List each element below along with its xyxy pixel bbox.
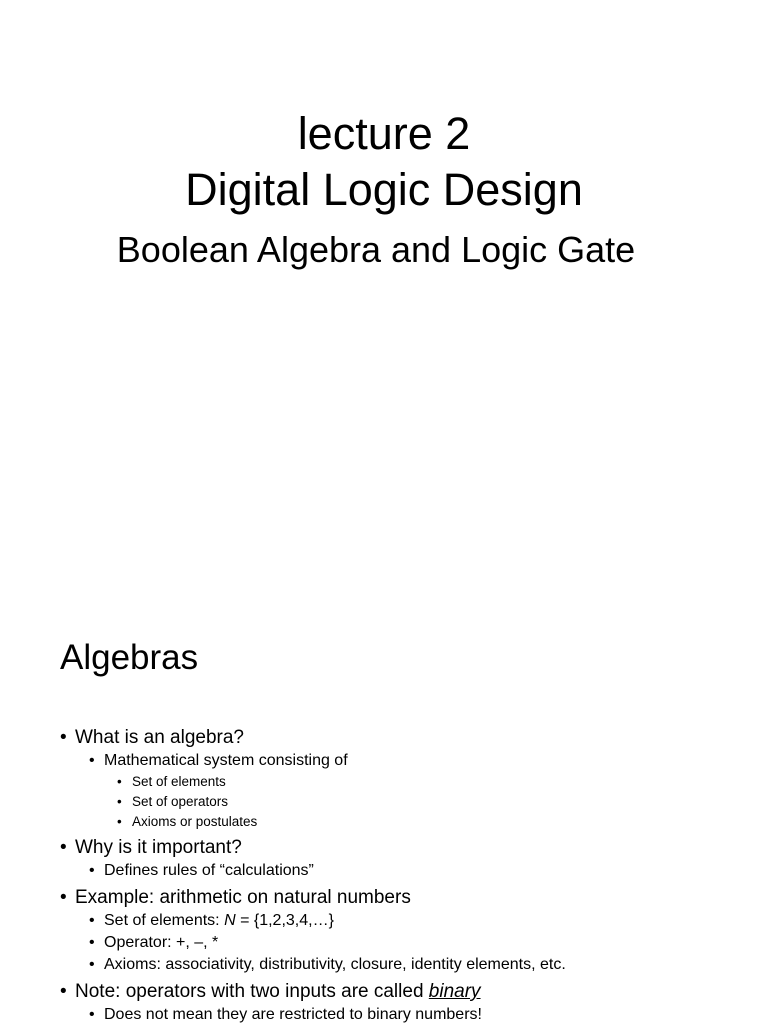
- bullet-text: Axioms or postulates: [132, 814, 258, 829]
- bullet-item: [60, 836, 760, 860]
- slide-subtitle: Boolean Algebra and Logic Gate: [116, 229, 636, 270]
- bullet-text-prefix: Set of elements:: [104, 912, 225, 929]
- sub-sub-bullet-item: [60, 772, 760, 792]
- bullet-icon: •: [89, 934, 95, 951]
- bullet-text-prefix: Note: operators with two inputs are called: [75, 981, 429, 1002]
- bullet-icon: •: [117, 814, 122, 829]
- bullet-icon: •: [60, 887, 67, 908]
- bullet-icon: •: [60, 837, 67, 858]
- bullet-icon: •: [89, 956, 95, 973]
- sub-bullet-item: [60, 750, 760, 772]
- sub-sub-bullet-item: [60, 792, 760, 812]
- bullet-item: [60, 980, 760, 1004]
- sub-bullet-item: [60, 1004, 760, 1024]
- bullet-item: [60, 726, 760, 750]
- bullet-text: Set of operators: [132, 794, 229, 809]
- bullet-icon: •: [117, 774, 122, 789]
- slide-title: Digital Logic Design: [185, 164, 583, 215]
- bullet-text: Defines rules of “calculations”: [104, 862, 314, 879]
- bullet-text: Does not mean they are restricted to binary numbers!: [104, 1006, 482, 1023]
- bullet-icon: •: [117, 794, 122, 809]
- binary-term: binary: [428, 981, 481, 1002]
- bullet-list: [60, 726, 760, 1024]
- bullet-text: Set of elements: [132, 774, 226, 789]
- bullet-text: Why is it important?: [75, 837, 242, 858]
- sub-bullet-item: [60, 932, 760, 954]
- set-symbol: N: [224, 912, 236, 929]
- bullet-icon: •: [89, 862, 95, 879]
- bullet-icon: •: [89, 1006, 95, 1023]
- sub-bullet-item: [60, 954, 760, 976]
- bullet-icon: •: [89, 912, 95, 929]
- bullet-item: [60, 886, 760, 910]
- bullet-text-suffix: = {1,2,3,4,…}: [235, 912, 334, 929]
- bullet-text: Operator: +, –, *: [104, 934, 219, 951]
- sub-sub-bullet-item: [60, 812, 760, 832]
- bullet-icon: •: [60, 981, 67, 1002]
- bullet-text: Axioms: associativity, distributivity, closure, identity elements, etc.: [104, 956, 566, 973]
- slide-heading: Algebras: [60, 638, 199, 677]
- algebras-slide: [0, 600, 768, 1024]
- bullet-icon: •: [60, 727, 67, 748]
- sub-bullet-item: [60, 910, 760, 932]
- lecture-number: lecture 2: [297, 108, 471, 159]
- sub-bullet-item: [60, 860, 760, 882]
- bullet-icon: •: [89, 752, 95, 769]
- bullet-text: Example: arithmetic on natural numbers: [75, 887, 411, 908]
- bullet-text: Mathematical system consisting of: [104, 752, 348, 769]
- bullet-text: What is an algebra?: [75, 727, 244, 748]
